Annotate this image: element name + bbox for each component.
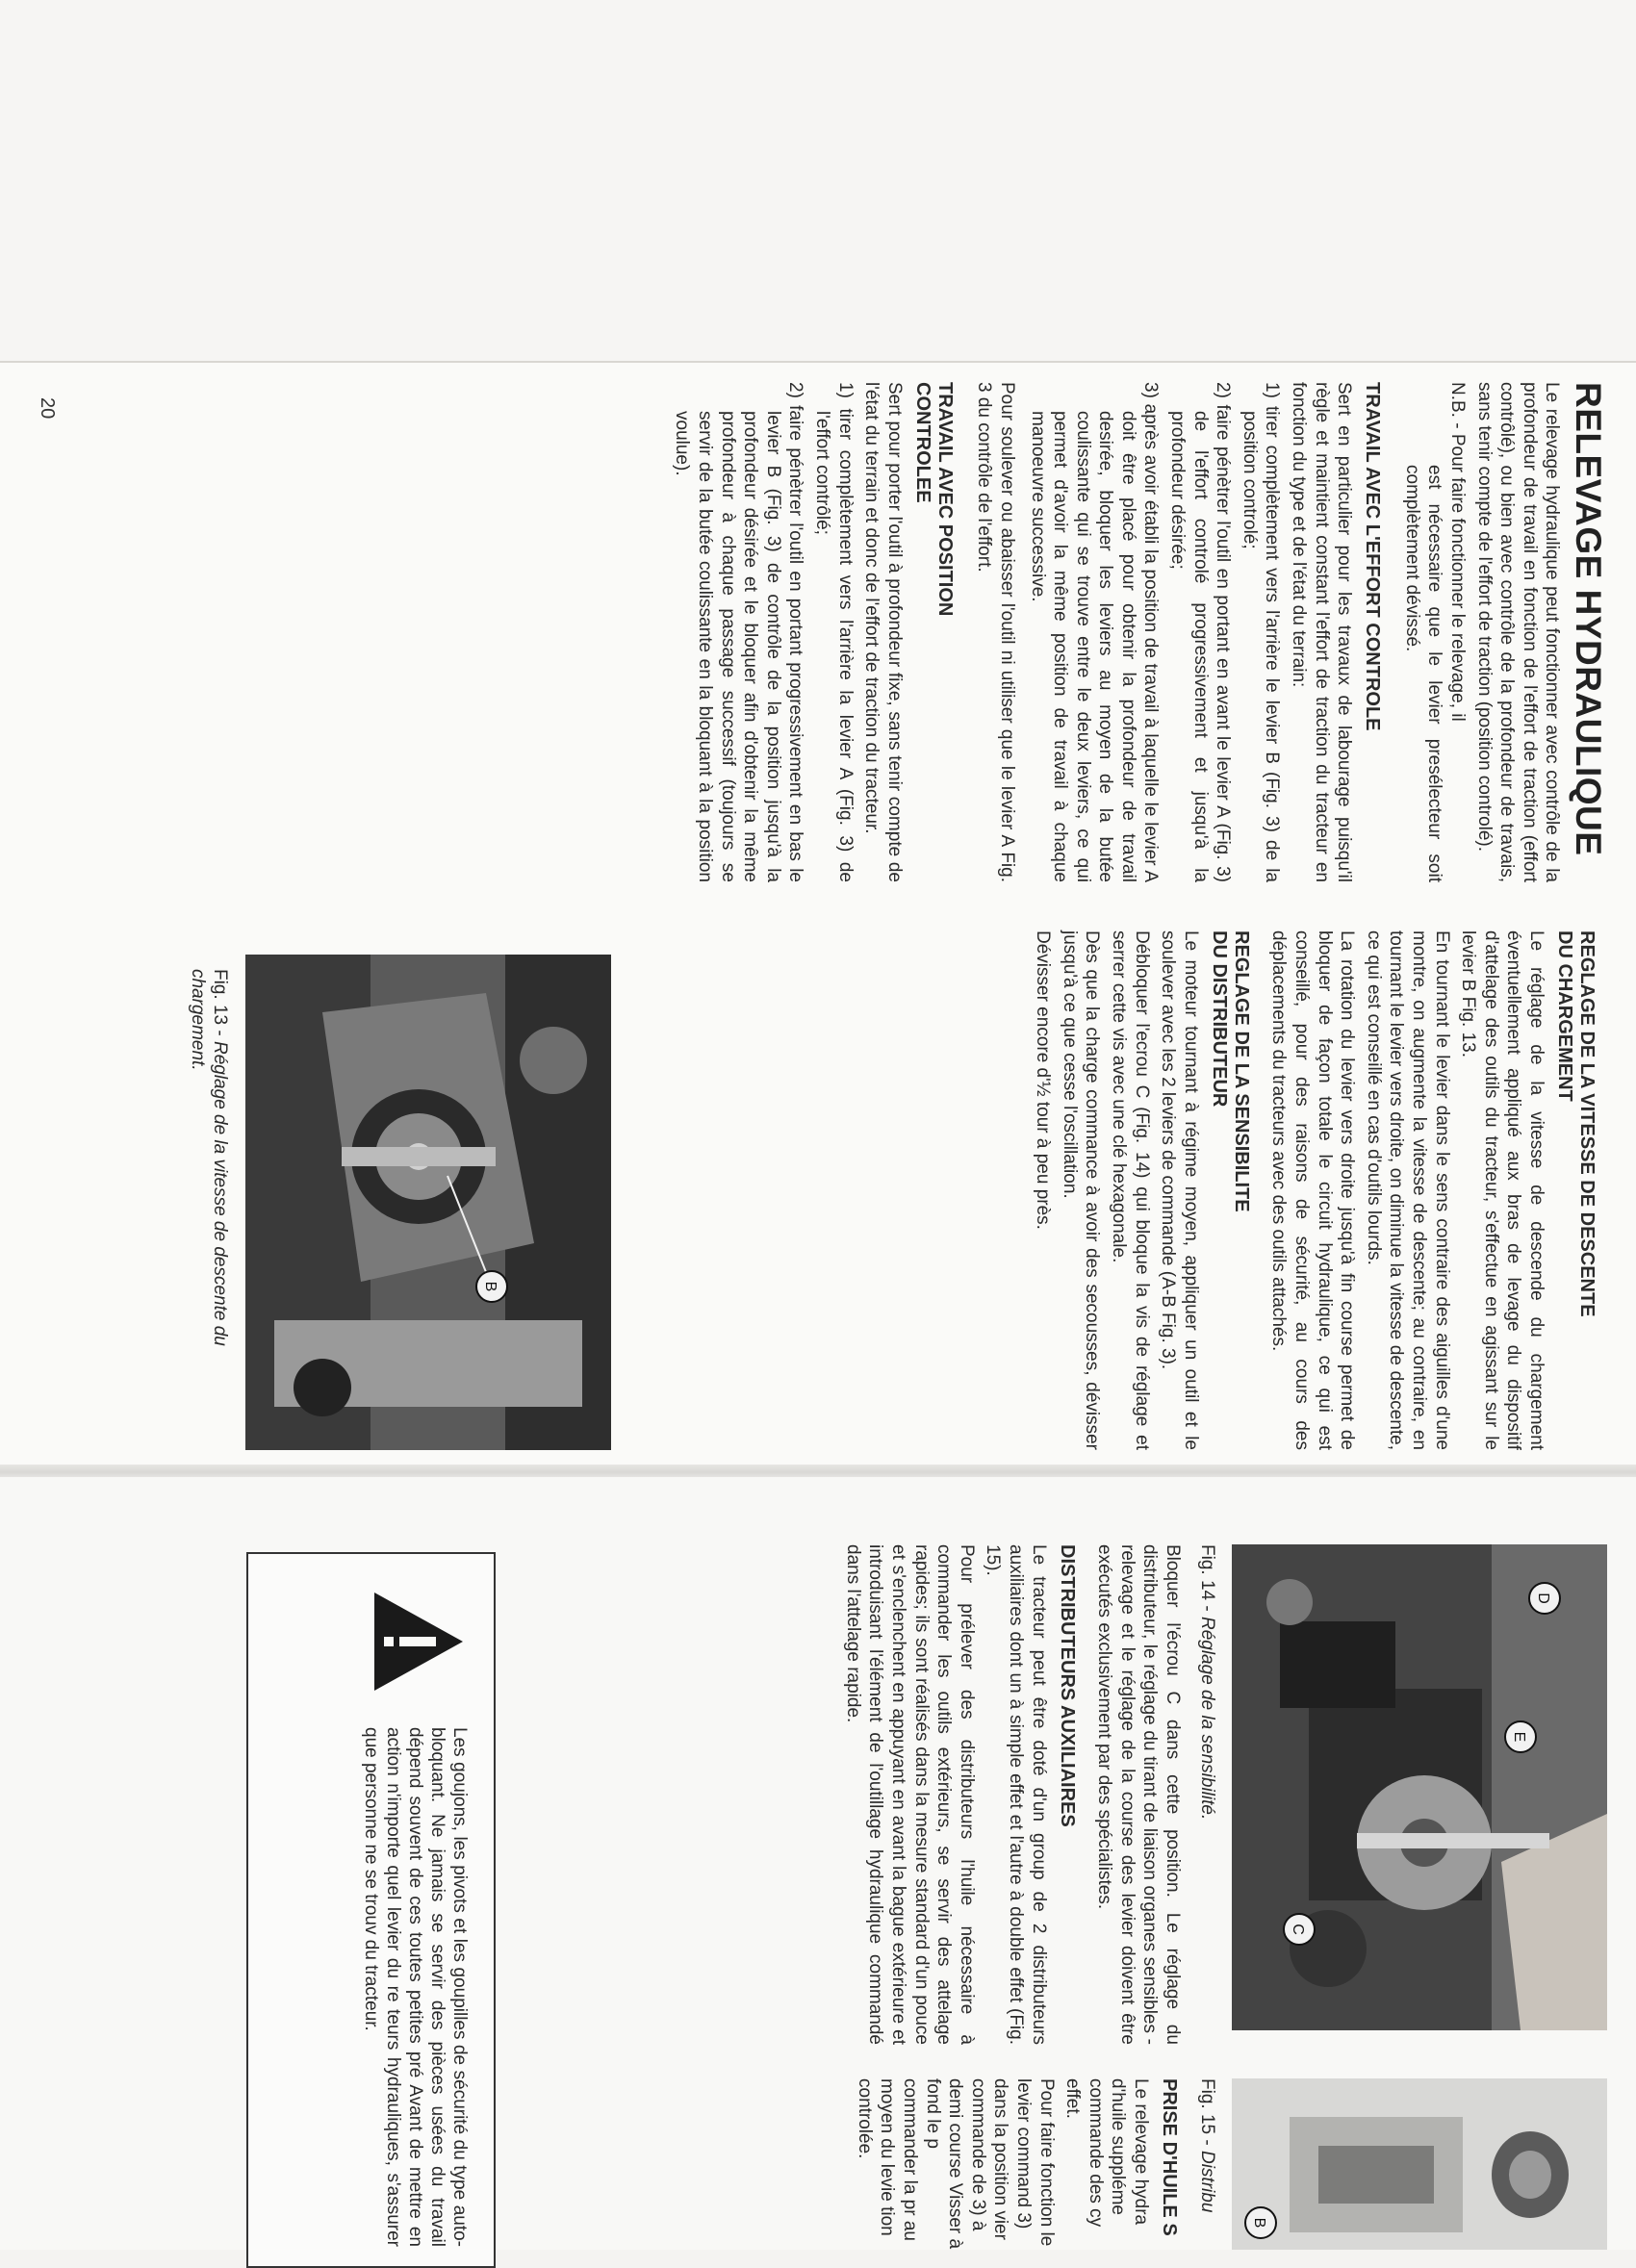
fig14-illustration (1232, 1544, 1607, 2030)
safety-warning-box (246, 1552, 496, 2268)
effort-item-3: 3) après avoir établi la position de travail à laquelle le levier A doit être placé pour obtenir la profondeur de travail desirée, bloquer les leviers au moyen de la butée coulissante qui se trouve entre le deux leviers, ce qui permet d'avoir la même position de travail à chaque manoeuvre successive. (1027, 382, 1162, 882)
fig13-photo (245, 955, 611, 1450)
fig15-caption (1196, 2078, 1218, 2250)
warning-text: Les goujons, les pivots et les goupilles de sécurité du type auto-bloquant. Ne jamais se servir des pièces usées du travail dépend souvent de ces toutes petites pré Avant de mettre en action n'importe quel levier du re teurs hydrauliques, s'assurer que personne ne se trouv du tracteur. (361, 1727, 470, 2247)
heading-distributeurs: DISTRIBUTEURS AUXILIAIRES (1056, 1544, 1078, 1827)
effort-outro: Pour soulever ou abaisser l'outil ni utiliser que le levier A Fig. 3 du contrôle de l'effort. (974, 382, 1017, 882)
fig15-photo (1232, 2078, 1607, 2250)
position-body: Sert pour porter l'outil à profondeur fixe, sans tenir compte de l'état du terrain et donc de l'effort de traction du tracteur. (861, 382, 905, 882)
warning-triangle-icon (371, 1589, 467, 1695)
effort-body: Sert en particulier pour les travaux de labourage puisqu'il règle et maintient constant l'effort de traction du tracteur en fonction du type et de l'état du terrain: (1289, 382, 1355, 882)
heading-descente-line1: REGLAGE DE LA VITESSE DE DESCENTE (1576, 930, 1598, 1317)
left-page (0, 361, 1636, 1469)
heading-position-line2: CONTROLEE (911, 382, 933, 503)
heading-sensibilite (1208, 930, 1252, 1450)
page-number: 20 (37, 397, 58, 420)
sensibilite-continuation: Bloquer l'écrou C dans cette position. Le réglage du distributeur, le réglage du tirant de liaison organes sensibles - relevage et le réglage de la course des levier doivent être exécutés exclusivement par des spécialistes. (1094, 1544, 1183, 2045)
heading-position-line1: TRAVAIL AVEC POSITION (933, 382, 956, 617)
descente-body-3: La rotation du levier vers droite jusqu'à fin course permet de bloquer de façon totale le circuit hydraulique, ce qui est conseillé, pour des raisons de sécurité, au cours des déplacements du tracteurs avec des outils attachés. (1268, 930, 1358, 1450)
heading-sensibilite-line1: REGLAGE DE LA SENSIBILITE (1230, 930, 1252, 1212)
fig15-caption-prefix: Fig. 15 - (1197, 2078, 1217, 2151)
distributeurs-body-1: Le tracteur peut être doté d'un group de 2 distributeurs auxiliaires dont un à simple effet et l'autre à double effet (Fig. 15). (983, 1544, 1049, 2045)
fig14-label-e: E (1511, 1731, 1527, 1743)
right-column (1028, 930, 1599, 1450)
fig13-caption-text: Réglage de la vitesse de descente du chargement. (188, 969, 230, 1346)
fig13-caption-prefix: Fig. 13 - (210, 969, 230, 1041)
prise-body-2: Pour faire fonction le levier command 3) dans la position vier commande de 3) à demi course Visser à fond le p commander la pr au moyen du levie tion controlée. (854, 2078, 1057, 2250)
fig14-label-d: D (1535, 1593, 1551, 1604)
effort-item-1: 1) tirer complètement vers l'arrière le levier B (Fig. 3) de la position controlé; (1239, 382, 1283, 882)
effort-item-2: 2) faire pénètrer l'outil en portant en avant le levier A (Fig. 3) de l'effort controlé progressivement et jusqu'à la profondeur désirée; (1167, 382, 1234, 882)
descente-body-1: Le réglage de la vitesse de descende du chargement éventuellement appliqué aux bras de levage du dispositif d'attelage des outils du tracteur, s'effectue en agissant sur le levier B Fig. 13. (1458, 930, 1547, 1450)
heading-prise-huile: PRISE D'HUILE S (1159, 2078, 1180, 2236)
position-item-2: 2) faire pénètrer l'outil en portant progressivement en bas le levier B (Fig. 3) de contrôle de la position jusqu'à la profondeur désirée et le bloquer afin d'obtenir la même profondeur à chaque passage successif (toujours se servir de la butée coulissante en la bloquant à la position voulue). (672, 382, 806, 882)
sensibilite-body-3: Dès que la charge commance à avoir des secousses, dévisser jusqu'à ce que cesse l'oscillation. (1059, 930, 1103, 1450)
right-page-column (837, 1544, 1184, 2045)
heading-descente-line2: DU CHARGEMENT (1554, 930, 1575, 1102)
distributeurs-body-2: Pour prélever des distributeurs l'huile nécessaire à commander les outils extérieurs, se servir des attelage rapides; ils sont réalisés dans la mesure standard d'un pouce et s'enclenchent en appuyant en avant la bague extérieure et introduisant l'élément de l'outillage hydraulique commandé dans l'attelage rapide. (842, 1544, 977, 2045)
sensibilite-body-4: Dévisser encore d'½ tour à peu près. (1033, 930, 1054, 1230)
descente-body-2: En tournant le levier dans le sens contraire des aiguilles d'une montre, on augmente la vitesse de descente; au contraire, en tournant le levier vers droite, on diminue la vitesse de descente, ce qui est conseillé en cas d'outils lourds. (1363, 930, 1452, 1450)
nb-rest: est nécessaire que le levier presélecteur soit complètement dévissé. (1401, 465, 1445, 882)
fig14-caption-prefix: Fig. 14 - (1197, 1544, 1217, 1617)
heading-effort-controle: TRAVAIL AVEC L'EFFORT CONTROLE (1362, 382, 1384, 731)
nb-lead: N.B. - Pour faire fonctionner le relevage, il (1447, 382, 1469, 722)
page-title: RELEVAGE HYDRAULIQUE (1569, 382, 1608, 856)
right-page (0, 1477, 1636, 2250)
fig13-caption (187, 969, 231, 1450)
fig14-caption-text: Réglage de la sensibilité. (1197, 1616, 1217, 1821)
sensibilite-body-1: Le moteur tournant à régime moyen, appliquer un outil et le soulever avec les 2 leviers de commande (A-B Fig. 3). (1158, 930, 1201, 1450)
prise-huile-column (760, 2078, 1184, 2250)
fig14-caption (1196, 1544, 1218, 2045)
prise-body-1: Le relevage hydra d'huile suppléme commande des cy effet. (1062, 2078, 1151, 2228)
position-item-1: 1) tirer complètement vers l'arrière la levier A (Fig. 3) de l'effort contrôlé; (811, 382, 856, 882)
fig14-photo (1232, 1544, 1607, 2030)
fig14-label-c: C (1290, 1924, 1306, 1935)
intro-paragraph: Le relevage hydraulique peut fonctionner avec contrôle de la profondeur de travail en fonction de l'effort de traction (effort contrôlé), ou bien avec contrôle de la profondeur de travais, sans tenir compte de l'effort de traction (position controlé). (1473, 382, 1563, 882)
heading-sensibilite-line2: DU DISTRIBUTEUR (1208, 930, 1230, 1108)
fig13-label-b: B (482, 1281, 498, 1292)
fig15-illustration (1232, 2078, 1607, 2250)
heading-vitesse-descente (1553, 930, 1598, 1450)
heading-position-controlee (911, 382, 956, 882)
fig15-label-b: B (1251, 2217, 1267, 2229)
left-column (667, 382, 1608, 882)
fig13-illustration (245, 955, 611, 1450)
sensibilite-body-2: Débloquer l'ecrou C (Fig. 14) qui bloque la vis de réglage et serrer cette vis avec une clé hexagonale. (1109, 930, 1152, 1450)
fig15-caption-text: Distribu (1197, 2150, 1217, 2213)
